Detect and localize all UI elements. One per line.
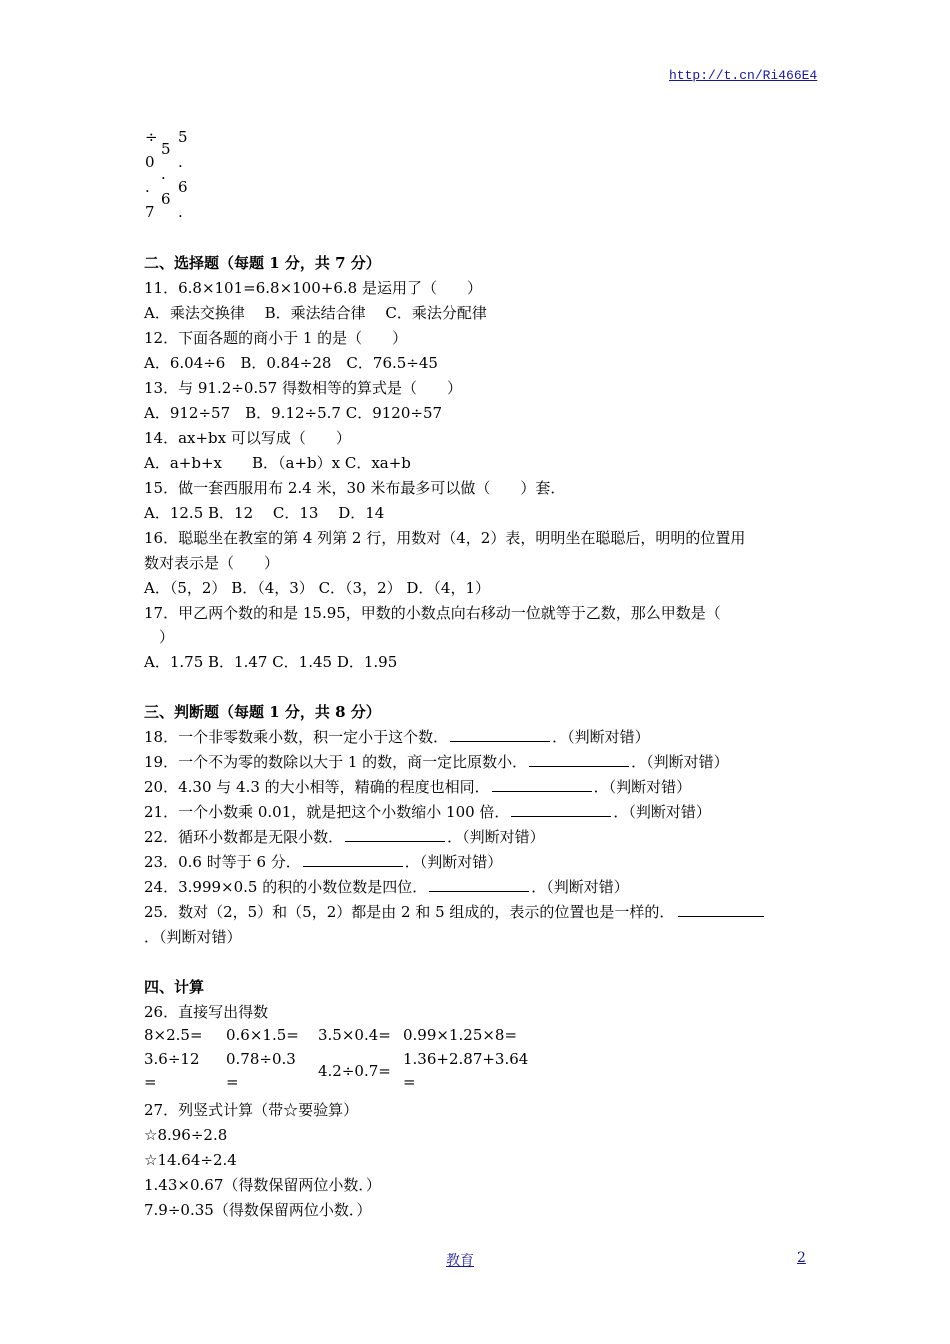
calc-cell-equals: = [226,1073,239,1091]
question-17-line-2: ） [144,628,175,646]
question-24-text: 24．3.999×0.5 的积的小数位数是四位． [144,878,428,896]
calc-cell: 1.36+2.87+3.64 [403,1050,529,1068]
answer-blank[interactable] [678,902,764,917]
judge-suffix: ．（判断对错） [631,753,729,771]
calc-cell: 0.99×1.25×8= [403,1026,518,1044]
judge-suffix: ．（判断对错） [613,803,711,821]
fragment-char: 0 [145,153,155,171]
question-12-options: A．6.04÷6 B．0.84÷28 C．76.5÷45 [144,354,438,372]
question-17-options: A．1.75 B．1.47 C．1.45 D．1.95 [144,653,398,671]
question-19-text: 19．一个不为零的数除以大于 1 的数，商一定比原数小． [144,753,528,771]
answer-blank[interactable] [492,777,592,792]
question-15-options: A．12.5 B．12 C．13 D．14 [144,504,385,522]
judge-suffix: ．（判断对错） [552,728,650,746]
question-11: 11．6.8×101=6.8×100+6.8 是运用了（ ） [144,279,482,297]
vertical-calc-1: ☆8.96÷2.8 [144,1126,228,1144]
question-13-options: A．912÷57 B．9.12÷5.7 C．9120÷57 [144,404,443,422]
answer-blank[interactable] [529,752,629,767]
fragment-char: ÷ [145,128,158,146]
section-2-title: 二、选择题（每题 1 分，共 7 分） [144,254,381,272]
calc-cell-equals: = [403,1073,416,1091]
vertical-calc-2: ☆14.64÷2.4 [144,1151,237,1169]
judge-suffix: ．（判断对错） [447,828,545,846]
fragment-char: 6 [161,190,171,208]
question-12: 12．下面各题的商小于 1 的是（ ） [144,329,408,347]
question-20 [144,777,691,797]
question-18 [144,727,650,747]
question-14: 14．ax+bx 可以写成（ ） [144,429,351,447]
question-15: 15．做一套西服用布 2.4 米，30 米布最多可以做（ ）套． [144,479,566,497]
footer-link[interactable]: 教育 [446,1253,474,1269]
question-25-line-2: ．（判断对错） [144,928,242,946]
calc-cell: 8×2.5= [144,1026,203,1044]
calc-cell-equals: = [144,1073,157,1091]
answer-blank[interactable] [429,877,529,892]
section-3-title: 三、判断题（每题 1 分，共 8 分） [144,703,381,721]
judge-suffix: ．（判断对错） [531,878,629,896]
answer-blank[interactable] [511,802,611,817]
fragment-char: 7 [145,203,155,221]
fragment-char: . [178,203,183,221]
calc-cell: 4.2÷0.7= [318,1062,391,1080]
answer-blank[interactable] [450,727,550,742]
question-25-line-1 [144,902,764,922]
question-19 [144,752,729,772]
calc-cell: 3.6÷12 [144,1050,200,1068]
question-18-text: 18．一个非零数乘小数，积一定小于这个数． [144,728,449,746]
calc-cell: 0.78÷0.3 [226,1050,296,1068]
question-22-text: 22．循环小数都是无限小数． [144,828,344,846]
question-24 [144,877,629,897]
fragment-char: . [161,165,166,183]
page-number: 2 [797,1250,806,1266]
fragment-char: . [145,178,150,196]
question-13: 13．与 91.2÷0.57 得数相等的算式是（ ） [144,379,462,397]
calc-cell: 0.6×1.5= [226,1026,299,1044]
fragment-char: . [178,153,183,171]
question-14-options: A．a+b+x B．（a+b）x C．xa+b [144,454,411,472]
fragment-char: 5 [178,128,188,146]
fragment-char: 6 [178,178,188,196]
question-16-line-2: 数对表示是（ ） [144,554,280,572]
answer-blank[interactable] [303,852,403,867]
vertical-calc-4: 7.9÷0.35（得数保留两位小数．） [144,1201,372,1219]
question-26: 26．直接写出得数 [144,1003,269,1021]
question-16-line-1: 16．聪聪坐在教室的第 4 列第 2 行，用数对（4，2）表，明明坐在聪聪后，明明的位置用 [144,529,746,547]
fragment-char: 5 [161,140,171,158]
calc-cell: 3.5×0.4= [318,1026,391,1044]
question-17-line-1: 17．甲乙两个数的和是 15.95，甲数的小数点向右移动一位就等于乙数，那么甲数是（ [144,604,721,622]
question-23 [144,852,502,872]
header-url-link[interactable]: http://t.cn/Ri466E4 [669,68,818,83]
question-27: 27．列竖式计算（带☆要验算） [144,1101,359,1119]
vertical-calc-3: 1.43×0.67（得数保留两位小数．） [144,1176,381,1194]
question-22 [144,827,545,847]
section-4-title: 四、计算 [144,978,205,996]
question-16-options: A．（5，2） B．（4，3） C．（3，2） D．（4，1） [144,579,491,597]
judge-suffix: ．（判断对错） [404,853,503,871]
question-21 [144,802,711,822]
answer-blank[interactable] [345,827,445,842]
question-11-options: A．乘法交换律 B．乘法结合律 C．乘法分配律 [144,304,487,322]
question-23-text: 23．0.6 时等于 6 分． [144,853,301,871]
judge-suffix: ．（判断对错） [593,778,692,796]
question-20-text: 20．4.30 与 4.3 的大小相等，精确的程度也相同． [144,778,490,796]
question-21-text: 21．一个小数乘 0.01，就是把这个小数缩小 100 倍． [144,803,510,821]
question-25-text: 25．数对（2，5）和（5，2）都是由 2 和 5 组成的，表示的位置也是一样的． [144,903,675,921]
